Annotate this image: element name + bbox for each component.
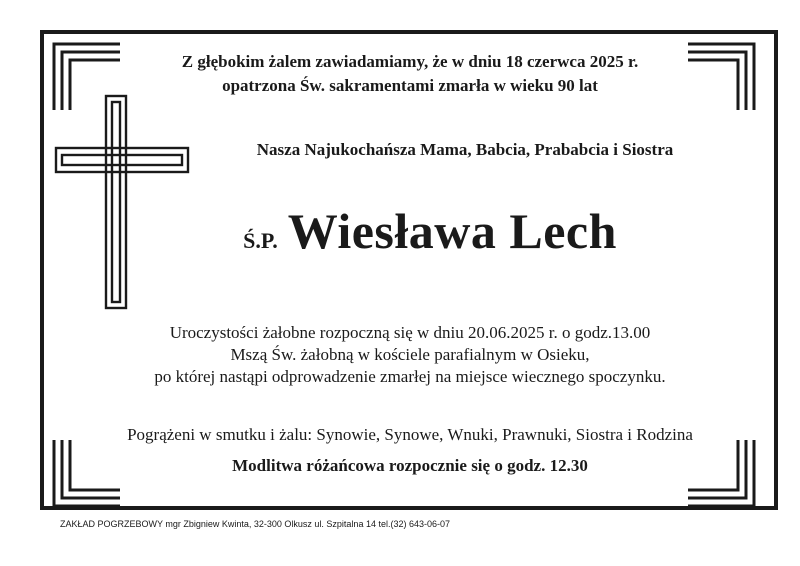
announcement — [120, 50, 700, 98]
rosary-line: Modlitwa różańcowa rozpocznie się o godz. 12.30 — [232, 456, 588, 475]
corner-ornament-bottom-right-icon — [686, 438, 756, 508]
announcement-line-2: opatrzona Św. sakramentami zmarła w wieku 90 lat — [222, 76, 598, 95]
funeral-line-1: Uroczystości żałobne rozpoczną się w dniu 20.06.2025 r. o godz.13.00 — [169, 323, 651, 342]
mourners-line: Pogrążeni w smutku i żalu: Synowie, Synowe, Wnuki, Prawnuki, Siostra i Rodzina — [127, 425, 693, 444]
relation-line: Nasza Najukochańsza Mama, Babcia, Prababcia i Siostra — [256, 140, 674, 159]
deceased-name-row — [140, 202, 720, 260]
deceased-name: Wiesława Lech — [287, 203, 617, 259]
funeral-details — [100, 322, 720, 388]
funeral-line-2: Mszą Św. żałobną w kościele parafialnym w Osieku, — [230, 345, 590, 364]
name-prefix: Ś.P. — [243, 228, 278, 253]
announcement-line-1: Z głębokim żalem zawiadamiamy, że w dniu 18 czerwca 2025 r. — [181, 52, 639, 71]
corner-ornament-bottom-left-icon — [52, 438, 122, 508]
funeral-line-3: po której nastąpi odprowadzenie zmarłej na miejsce wiecznego spoczynku. — [154, 367, 666, 386]
funeral-home-footer: ZAKŁAD POGRZEBOWY mgr Zbigniew Kwinta, 32-300 Olkusz ul. Szpitalna 14 tel.(32) 643-06-07 — [60, 519, 451, 529]
